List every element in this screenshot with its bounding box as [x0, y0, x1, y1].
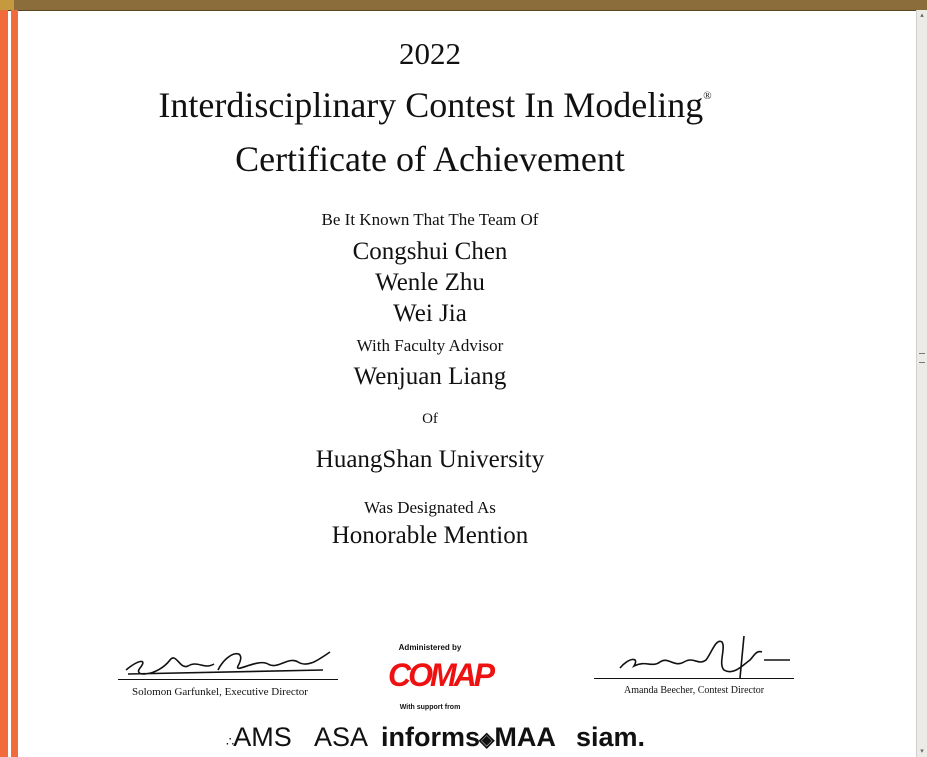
team-member: Congshui Chen: [352, 238, 508, 265]
contest-name-text: Interdisciplinary Contest In Modeling: [158, 85, 704, 125]
team-member: Wei Jia: [393, 300, 467, 327]
with-support-label: With support from: [399, 704, 461, 711]
window-top-bar: [0, 0, 927, 11]
administered-by-label: Administered by: [398, 643, 462, 652]
comap-block: [380, 643, 493, 715]
advisor-label: With Faculty Advisor: [356, 336, 504, 355]
faculty-advisor: Wenjuan Liang: [353, 363, 507, 390]
asa-logo: ASA: [314, 722, 369, 752]
maa-label: MAA: [494, 722, 556, 752]
contest-director-signature-icon: [594, 630, 794, 680]
maa-logo: ◈MAA: [479, 722, 556, 752]
window-corner: [0, 0, 14, 10]
executive-director-signature-icon: [118, 630, 338, 680]
executive-director-signature-block: [118, 630, 338, 698]
scroll-down-arrow-icon[interactable]: ▾: [920, 747, 924, 755]
scrollbar-grip-icon[interactable]: [919, 353, 925, 363]
executive-director-name: Solomon Garfunkel, Executive Director: [132, 686, 308, 698]
contest-director-name: Amanda Beecher, Contest Director: [624, 685, 765, 696]
of-label: Of: [422, 411, 438, 427]
certificate-year: 2022: [399, 36, 461, 71]
designated-label: Was Designated As: [364, 498, 496, 517]
informs-logo: informs: [381, 722, 481, 752]
award-level: Honorable Mention: [331, 522, 529, 549]
certificate-title: Certificate of Achievement: [235, 139, 625, 179]
vertical-scrollbar[interactable]: [916, 10, 927, 757]
scroll-up-arrow-icon[interactable]: ▴: [920, 11, 924, 19]
sponsor-logos: [226, 722, 666, 757]
contest-director-signature-block: [594, 630, 794, 696]
signature-line: [118, 679, 338, 680]
comap-logo: COMAP: [388, 657, 493, 693]
signature-line: [594, 678, 794, 679]
registered-mark: ®: [703, 90, 712, 102]
siam-logo: siam.: [576, 722, 646, 752]
ams-logo: ∴AMS: [226, 722, 292, 752]
team-member: Wenle Zhu: [375, 269, 485, 296]
ams-label: AMS: [233, 722, 292, 752]
university-name: HuangShan University: [315, 446, 545, 473]
contest-name: [0, 84, 870, 126]
intro-text: Be It Known That The Team Of: [321, 210, 539, 229]
